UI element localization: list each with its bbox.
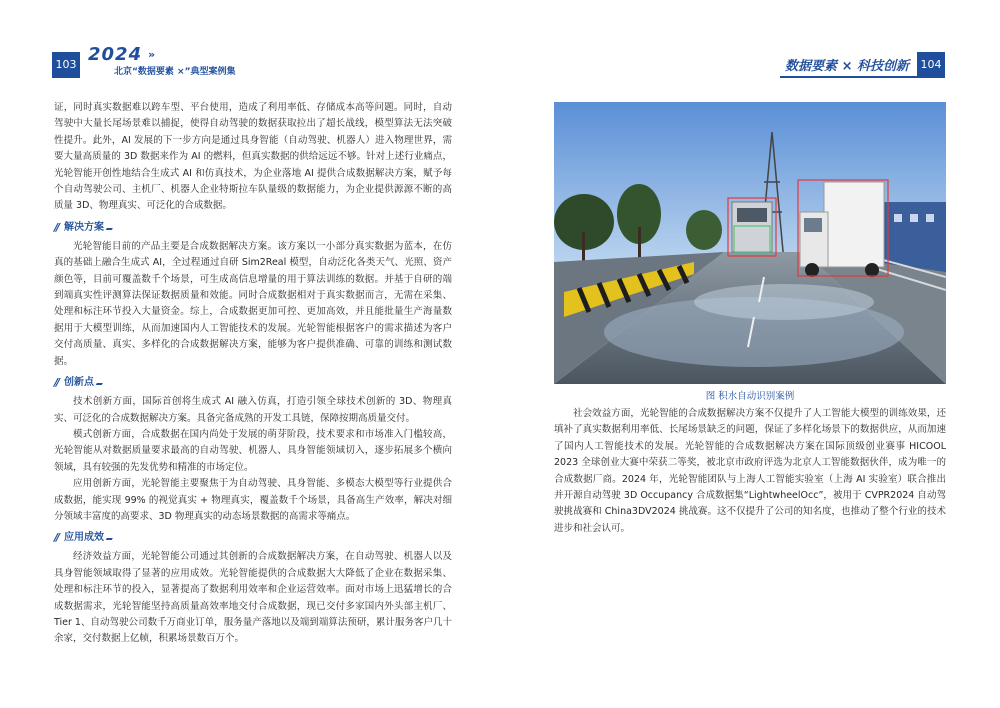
header-right-rule [780,76,945,78]
section-title-header: 数据要素 × 科技创新 [785,58,909,74]
section-marker-icon: // [54,220,59,234]
header-right [785,52,945,76]
page-number-right: 104 [917,52,945,76]
header-left-rule [52,76,80,78]
right-column [554,406,946,537]
left-column [54,100,452,648]
page-number-left: 103 [52,52,80,76]
brand-subtitle: 北京“数据要素 ×”典型案例集 [114,67,236,77]
flooded-road-photo [554,102,946,384]
section-marker-icon: // [54,531,59,545]
brand-arrows-icon: » [148,48,156,61]
section-header-results [54,529,452,547]
brand-year: 2024 [88,44,143,65]
paragraph: 社会效益方面，光轮智能的合成数据解决方案不仅提升了人工智能大模型的训练效果，还填补了真实数据利用率低、长尾场景缺乏的问题，保证了多样化场景下的数据供应，从而加速了国内人工智能技术的发展。光轮智能的合成数据解决方案在国际顶级创业赛事 HICOOL 2023 全球创业大赛中荣获二等奖，被北京市政府评选为北京人工智能数据伙伴，成为唯一的合成数据厂商。2024 年，光轮智能团队与上海人工智能实验室（上海 AI 实验室）联合推出并开源自动驾驶 3D Occupancy 合成数据集“LightwheelOcc”，被用于 CVPR2024 自动驾驶挑战赛和 China3DV2024 挑战赛。这不仅提升了公司的知名度，也推动了整个行业的技术进步和社会认可。 [554,408,946,534]
section-title: 应用成效 [64,530,114,546]
brand-logo [86,44,246,78]
paragraph: 应用创新方面，光轮智能主要聚焦于为自动驾驶、具身智能、多模态大模型等行业提供合成数据，能实现 99% 的视觉真实 + 物理真实，覆盖数千个场景，具备高生产效率，解决对细分领域丰富度的高要求、3D 物理真实的动态场景数据的高需求等痛点。 [54,478,452,522]
section-header-solution [54,219,452,237]
paragraph: 经济效益方面，光轮智能公司通过其创新的合成数据解决方案，在自动驾驶、机器人以及具身智能领域取得了显著的应用成效。光轮智能提供的合成数据大大降低了企业在数据采集、处理和标注环节的投入，显著提高了数据利用效率和企业运营效率。面对市场上迅猛增长的合成数据需求，光轮智能坚持高质量高效率地交付合成数据，现已交付多家国内外头部主机厂、Tier 1、自动驾驶公司数千万商业订单，服务量产落地以及端到端算法预研，累计服务客户几十余家，交付数据上亿帧，积累场景数百万个。 [54,551,452,645]
section-marker-icon: // [54,375,59,389]
section-title: 创新点 [64,375,104,391]
section-title: 解决方案 [64,220,114,236]
photo-caption: 图 积水自动识别案例 [705,391,795,402]
intro-paragraph: 证，同时真实数据难以跨车型、平台使用，造成了利用率低、存储成本高等问题。同时，自动驾驶中大量长尾场景难以捕捉，使得自动驾驶的数据获取拉出了超长战线，模型算法无法突破性提升。此外，AI 发展的下一步方向是通过具身智能（自动驾驶、机器人）进入物理世界，需要大量高质量的 3D 数据来作为 AI 的燃料，但真实数据的供给远远不够。针对上述行业痛点，光轮智能开创性地结合生成式 AI 和仿真技术，为企业落地 AI 提供合成数据解决方案，赋予每个自动驾驶公司、主机厂、机器人企业特斯拉车队量级的数据能力，为企业提供源源不断的高质量 3D、物理真实、可泛化的合成数据。 [54,102,452,212]
paragraph: 技术创新方面，国际首创将生成式 AI 融入仿真，打造引领全球技术创新的 3D、物理真实、可泛化的合成数据解决方案。具备完备成熟的开发工具链，保障按期高质量交付。 [54,396,452,424]
section-header-innovation [54,374,452,392]
header-left [52,44,246,77]
paragraph: 模式创新方面，合成数据在国内尚处于发展的萌芽阶段，技术要求和市场准入门槛较高，光轮智能从对数据质量要求最高的自动驾驶、机器人、具身智能领域切入，逐步拓展多个横向领域，具有较强的先发优势和精准的市场定位。 [54,428,452,473]
paragraph: 光轮智能目前的产品主要是合成数据解决方案。该方案以一小部分真实数据为蓝本，在仿真的基础上融合生成式 AI，全过程通过自研 Sim2Real 模型，自动泛化各类天气、光照、资产颜色等，目前可覆盖数千个场景，可生成高信息增量的用于算法训练的数据。并基于自研的端到端真实性评测算法保证数据质量和效能。同时合成数据相对于真实数据而言，无需在采集、处理和标注环节投入大量资金。综上，合成数据更加可控、更加高效，并且能批量生产海量数据用于大模型训练，从而加速国内人工智能技术的发展。光轮智能根据客户的需求描述为客户交付高质量、真实、多样化的合成数据解决方案，能够为客户提供准确、可靠的训练和测试数据。 [54,240,452,367]
